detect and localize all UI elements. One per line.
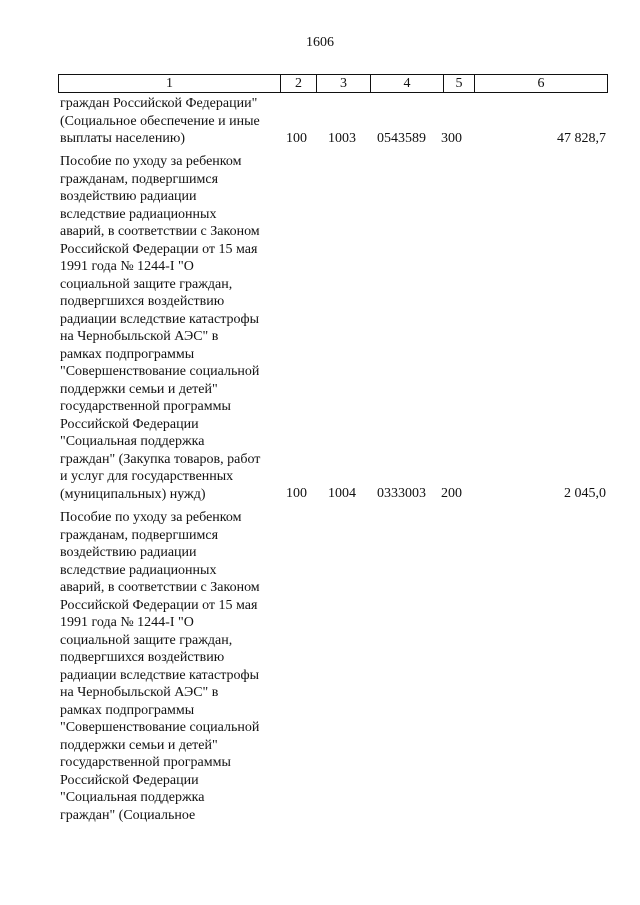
row-name-line: государственной программы — [60, 755, 231, 770]
header-col-3: 3 — [316, 75, 370, 92]
row-name-line: и услуг для государственных — [60, 469, 234, 484]
row-name-line: радиации вследствие катастрофы — [60, 667, 259, 683]
table-row — [0, 95, 640, 155]
row-name-line: на Чернобыльской АЭС" в — [60, 329, 219, 344]
target-item-code: 0333003 — [377, 486, 426, 501]
row-name-line: 1991 года № 1244-I "О — [60, 615, 194, 630]
row-name-line: (Социальное обеспечение и иные — [60, 113, 260, 129]
row-name-line: гражданам, подвергшимся — [60, 527, 219, 543]
row-name-line: 1991 года № 1244-I "О — [60, 259, 194, 274]
row-name-line: радиации вследствие катастрофы — [60, 311, 259, 327]
row-name-line: (муниципальных) нужд) — [60, 486, 206, 502]
row-name-line: "Совершенствование социальной — [60, 720, 260, 735]
header-col-4: 4 — [370, 75, 443, 92]
row-name-line: Российской Федерации от 15 мая — [60, 597, 258, 613]
row-name-line: "Социальная поддержка — [60, 434, 205, 449]
row-name-line: граждан" (Социальное — [60, 807, 196, 823]
section-code: 100 — [286, 131, 307, 146]
header-col-6: 6 — [474, 75, 607, 92]
table-row — [0, 153, 640, 503]
row-name-line: вследствие радиационных — [60, 562, 217, 578]
subsection-code: 1004 — [328, 486, 356, 501]
header-col-5: 5 — [443, 75, 474, 92]
row-name — [60, 153, 278, 503]
row-name-line: подвергшихся воздействию — [60, 294, 225, 309]
section-code: 100 — [286, 486, 307, 501]
expense-type-code: 300 — [441, 131, 462, 146]
row-name-line: Пособие по уходу за ребенком — [60, 510, 242, 525]
row-name-line: "Совершенствование социальной — [60, 364, 260, 379]
row-name-line: аварий, в соответствии с Законом — [60, 580, 260, 595]
row-name-line: государственной программы — [60, 399, 231, 414]
row-name-line: социальной защите граждан, — [60, 276, 233, 292]
table-row — [0, 509, 640, 829]
row-name-line: Пособие по уходу за ребенком — [60, 154, 242, 169]
row-name-line: граждан Российской Федерации" — [60, 96, 258, 111]
row-name-line: Российской Федерации от 15 мая — [60, 241, 258, 257]
row-name-line: рамках подпрограммы — [60, 702, 195, 718]
table-header-row — [58, 74, 608, 93]
subsection-code: 1003 — [328, 131, 356, 146]
row-name-line: рамках подпрограммы — [60, 346, 195, 362]
row-name — [60, 509, 278, 824]
row-name-line: Российской Федерации — [60, 772, 199, 788]
row-name-line: Российской Федерации — [60, 416, 199, 432]
row-name-line: на Чернобыльской АЭС" в — [60, 685, 219, 700]
row-name-line: поддержки семьи и детей" — [60, 737, 218, 753]
amount: 47 828,7 — [557, 131, 606, 146]
header-col-1: 1 — [166, 76, 173, 91]
row-name-line: выплаты населению) — [60, 131, 185, 146]
header-col-2: 2 — [280, 75, 316, 92]
row-name-line: подвергшихся воздействию — [60, 650, 225, 665]
row-name — [60, 95, 278, 148]
expense-type-code: 200 — [441, 486, 462, 501]
row-name-line: гражданам, подвергшимся — [60, 171, 219, 187]
amount: 2 045,0 — [564, 486, 606, 501]
page-number: 1606 — [306, 35, 334, 50]
row-name-line: аварий, в соответствии с Законом — [60, 224, 260, 239]
row-name-line: воздействию радиации — [60, 189, 197, 204]
row-name-line: социальной защите граждан, — [60, 632, 233, 648]
target-item-code: 0543589 — [377, 131, 426, 146]
row-name-line: "Социальная поддержка — [60, 790, 205, 805]
row-name-line: вследствие радиационных — [60, 206, 217, 222]
row-name-line: воздействию радиации — [60, 545, 197, 560]
row-name-line: поддержки семьи и детей" — [60, 381, 218, 397]
row-name-line: граждан" (Закупка товаров, работ — [60, 451, 261, 467]
